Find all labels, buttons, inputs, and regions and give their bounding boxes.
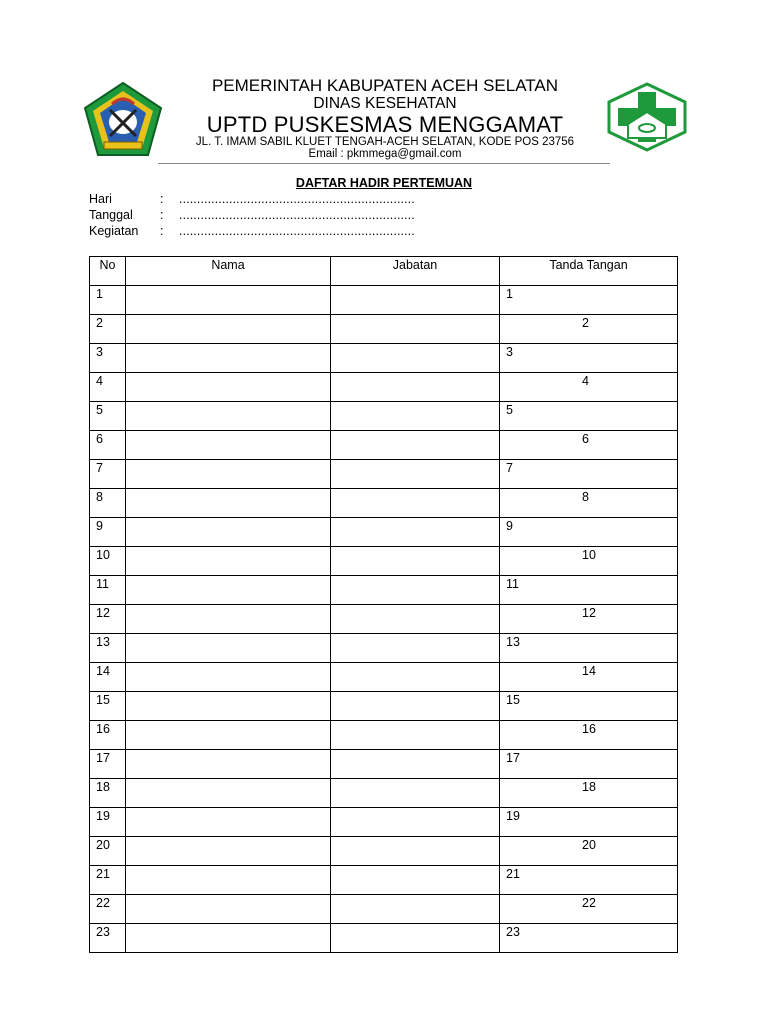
table-row [90, 750, 678, 779]
table-row [90, 895, 678, 924]
institution-name: UPTD PUSKESMAS MENGGAMAT [206, 112, 564, 137]
name-cell[interactable] [126, 808, 331, 837]
position-cell[interactable] [331, 692, 500, 721]
name-cell[interactable] [126, 373, 331, 402]
position-cell[interactable] [331, 779, 500, 808]
signature-cell[interactable]: 1 [500, 286, 678, 315]
signature-cell[interactable]: 19 [500, 808, 678, 837]
row-number: 7 [90, 460, 126, 489]
name-cell[interactable] [126, 721, 331, 750]
position-cell[interactable] [331, 402, 500, 431]
email: Email : pkmmega@gmail.com [308, 148, 462, 160]
table-row [90, 576, 678, 605]
signature-cell[interactable]: 15 [500, 692, 678, 721]
name-cell[interactable] [126, 895, 331, 924]
position-cell[interactable] [331, 344, 500, 373]
field-label: Hari [89, 192, 112, 206]
row-number: 10 [90, 547, 126, 576]
position-cell[interactable] [331, 576, 500, 605]
field-colon: : [160, 208, 164, 222]
signature-cell[interactable]: 6 [500, 431, 678, 460]
table-row [90, 518, 678, 547]
table-row [90, 402, 678, 431]
row-number: 12 [90, 605, 126, 634]
signature-cell[interactable]: 17 [500, 750, 678, 779]
row-number: 9 [90, 518, 126, 547]
row-number: 4 [90, 373, 126, 402]
name-cell[interactable] [126, 460, 331, 489]
row-number: 21 [90, 866, 126, 895]
field-blank: .................................................................. [179, 224, 415, 238]
name-cell[interactable] [126, 315, 331, 344]
name-cell[interactable] [126, 518, 331, 547]
table-body [90, 286, 678, 953]
name-cell[interactable] [126, 663, 331, 692]
attendance-table [89, 256, 678, 953]
signature-cell[interactable]: 20 [500, 837, 678, 866]
name-cell[interactable] [126, 779, 331, 808]
position-cell[interactable] [331, 750, 500, 779]
row-number: 11 [90, 576, 126, 605]
table-row [90, 286, 678, 315]
table-row [90, 547, 678, 576]
position-cell[interactable] [331, 808, 500, 837]
department-name: DINAS KESEHATAN [313, 95, 457, 112]
position-cell[interactable] [331, 460, 500, 489]
table-row [90, 431, 678, 460]
row-number: 20 [90, 837, 126, 866]
field-label: Kegiatan [89, 224, 139, 238]
row-number: 15 [90, 692, 126, 721]
table-row [90, 692, 678, 721]
signature-cell[interactable]: 3 [500, 344, 678, 373]
name-cell[interactable] [126, 402, 331, 431]
signature-cell[interactable]: 2 [500, 315, 678, 344]
position-cell[interactable] [331, 518, 500, 547]
header-jabatan: Jabatan [331, 257, 500, 286]
position-cell[interactable] [331, 663, 500, 692]
header-divider [158, 163, 610, 164]
field-label: Tanggal [89, 208, 133, 222]
row-number: 8 [90, 489, 126, 518]
position-cell[interactable] [331, 634, 500, 663]
signature-cell[interactable]: 14 [500, 663, 678, 692]
row-number: 13 [90, 634, 126, 663]
row-number: 18 [90, 779, 126, 808]
table-row [90, 489, 678, 518]
signature-cell[interactable]: 4 [500, 373, 678, 402]
puskesmas-cross-icon [606, 82, 688, 152]
letterhead [0, 0, 768, 170]
row-number: 16 [90, 721, 126, 750]
position-cell[interactable] [331, 605, 500, 634]
name-cell[interactable] [126, 344, 331, 373]
position-cell[interactable] [331, 315, 500, 344]
row-number: 22 [90, 895, 126, 924]
row-number: 14 [90, 663, 126, 692]
signature-cell[interactable]: 16 [500, 721, 678, 750]
name-cell[interactable] [126, 634, 331, 663]
table-row [90, 315, 678, 344]
regency-emblem-icon [82, 80, 164, 158]
position-cell[interactable] [331, 431, 500, 460]
signature-cell[interactable]: 23 [500, 924, 678, 953]
row-number: 17 [90, 750, 126, 779]
signature-cell[interactable]: 7 [500, 460, 678, 489]
field-colon: : [160, 224, 164, 238]
table-row [90, 634, 678, 663]
form-title: DAFTAR HADIR PERTEMUAN [295, 176, 473, 190]
signature-cell[interactable]: 9 [500, 518, 678, 547]
signature-cell[interactable]: 13 [500, 634, 678, 663]
header-nama: Nama [126, 257, 331, 286]
signature-cell[interactable]: 11 [500, 576, 678, 605]
name-cell[interactable] [126, 837, 331, 866]
field-colon: : [160, 192, 164, 206]
table-row [90, 460, 678, 489]
signature-cell[interactable]: 21 [500, 866, 678, 895]
signature-cell[interactable]: 8 [500, 489, 678, 518]
position-cell[interactable] [331, 721, 500, 750]
row-number: 6 [90, 431, 126, 460]
name-cell[interactable] [126, 489, 331, 518]
table-row [90, 663, 678, 692]
government-name: PEMERINTAH KABUPATEN ACEH SELATAN [211, 76, 559, 95]
table-row [90, 837, 678, 866]
position-cell[interactable] [331, 547, 500, 576]
row-number: 3 [90, 344, 126, 373]
table-header-row [90, 257, 678, 286]
position-cell[interactable] [331, 286, 500, 315]
name-cell[interactable] [126, 924, 331, 953]
position-cell[interactable] [331, 489, 500, 518]
name-cell[interactable] [126, 286, 331, 315]
header-tanda-tangan: Tanda Tangan [500, 257, 678, 286]
row-number: 19 [90, 808, 126, 837]
table-row [90, 344, 678, 373]
name-cell[interactable] [126, 866, 331, 895]
row-number: 5 [90, 402, 126, 431]
row-number: 23 [90, 924, 126, 953]
signature-cell[interactable]: 10 [500, 547, 678, 576]
table-row [90, 779, 678, 808]
table-row [90, 373, 678, 402]
field-blank: .................................................................. [179, 208, 415, 222]
table-row [90, 721, 678, 750]
table-row [90, 924, 678, 953]
row-number: 2 [90, 315, 126, 344]
position-cell[interactable] [331, 866, 500, 895]
table-row [90, 808, 678, 837]
signature-cell[interactable]: 22 [500, 895, 678, 924]
row-number: 1 [90, 286, 126, 315]
table-row [90, 866, 678, 895]
position-cell[interactable] [331, 895, 500, 924]
position-cell[interactable] [331, 373, 500, 402]
field-blank: .................................................................. [179, 192, 415, 206]
signature-cell[interactable]: 18 [500, 779, 678, 808]
address: JL. T. IMAM SABIL KLUET TENGAH-ACEH SELATAN, KODE POS 23756 [195, 136, 575, 148]
position-cell[interactable] [331, 837, 500, 866]
header-no: No [90, 257, 126, 286]
name-cell[interactable] [126, 431, 331, 460]
position-cell[interactable] [331, 924, 500, 953]
signature-cell[interactable]: 12 [500, 605, 678, 634]
name-cell[interactable] [126, 576, 331, 605]
name-cell[interactable] [126, 692, 331, 721]
name-cell[interactable] [126, 750, 331, 779]
name-cell[interactable] [126, 547, 331, 576]
table-row [90, 605, 678, 634]
name-cell[interactable] [126, 605, 331, 634]
signature-cell[interactable]: 5 [500, 402, 678, 431]
